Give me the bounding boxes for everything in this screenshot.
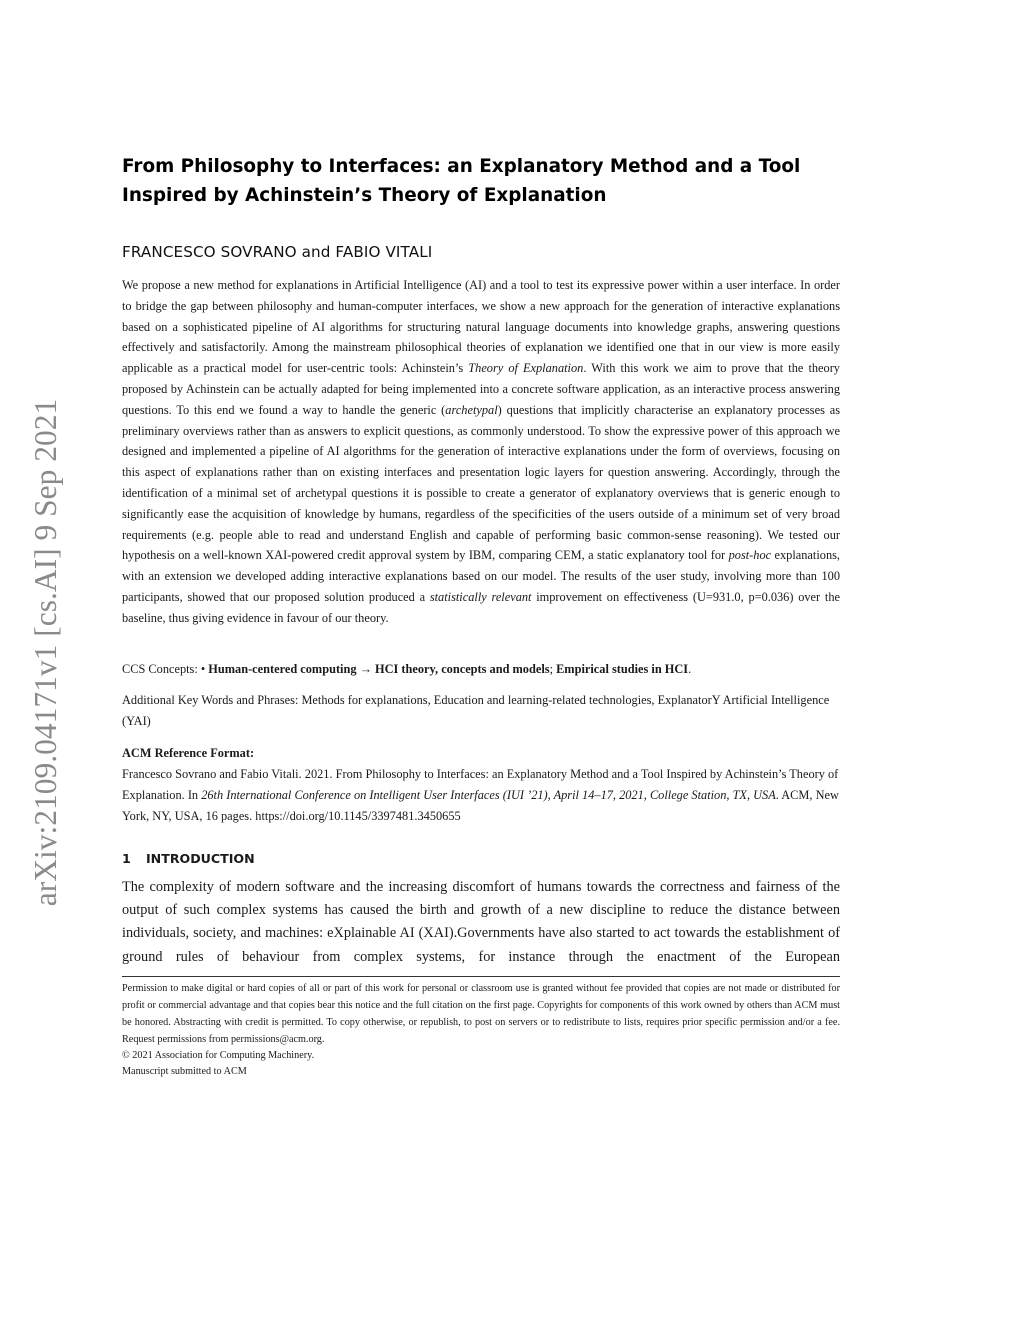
ccs-concept-2: Empirical studies in HCI (556, 662, 689, 676)
abstract-part-4: explanations, with an extension we developed adding interactive explanations based on our model. The results of the user study, involving more than 100 participants, showed that our proposed solution produced a (122, 548, 841, 604)
acm-reference (122, 743, 840, 827)
reference-part-1: Francesco Sovrano and Fabio Vitali. 2021. From Philosophy to Interfaces: an Explanatory Method and a Tool Inspired by Achinstein’s Theory of Explanation. In (122, 767, 839, 802)
abstract-italic-2: archetypal (445, 402, 498, 417)
manuscript-note: Manuscript submitted to ACM (122, 1066, 247, 1077)
abstract-italic-3: post-hoc (728, 548, 772, 563)
arxiv-stamp (26, 375, 66, 930)
abstract (122, 275, 840, 629)
abstract-part-2: . With this work we aim to prove that the theory proposed by Achinstein can be actually adapted for being implemented into a concrete software application, as an interactive process answering questions. To this end we found a way to handle the generic ( (122, 361, 840, 417)
section-heading (122, 850, 840, 868)
ccs-end: . (688, 662, 692, 676)
section-title: INTRODUCTION (146, 851, 255, 866)
permission-notice: Permission to make digital or hard copies of all or part of this work for personal or classroom use is granted without fee provided that copies are not made or distributed for profit or commercial advantage and that copies bear this notice and the full citation on the first page. Copyrights for components of this work owned by others than ACM must be honored. Abstracting with credit is permitted. To copy otherwise, or republish, to post on servers or to redistribute to lists, requires prior specific permission and/or a fee. Request permissions from permissions@acm.org. (122, 983, 840, 1045)
reference-part-2: . ACM, New York, NY, USA, 16 pages. https://doi.org/10.1145/3397481.3450655 (122, 788, 839, 823)
abstract-part-3: ) questions that implicitly characterise an explanatory processes as preliminary overviews rather than as answers to explicit questions, as commonly understood. To show the expressive power of this approach we designed and implemented a pipeline of AI algorithms for the generation of interactive explanations under the form of overviews, focusing on this aspect of explanations rather than on existing interfaces and presentation logic layers for question answering. Accordingly, through the identification of a minimal set of archetypal questions it is possible to create a generator of explanatory overviews that is generic enough to significantly ease the acquisition of knowledge by humans, regardless of the specificities of the users outside of a minimum set of very broad requirements (e.g. people able to read and understand English and capable of performing basic common-sense reasoning). We tested our hypothesis on a well-known XAI-powered credit approval system by IBM, comparing CEM, a static explanatory tool for (122, 402, 840, 563)
copyright-notice: © 2021 Association for Computing Machinery. (122, 1050, 315, 1061)
abstract-part-1: We propose a new method for explanations in Artificial Intelligence (AI) and a tool to test its expressive power within a user interface. In order to bridge the gap between philosophy and human-computer interfaces, we show a new approach for the generation of interactive explanations based on a sophisticated pipeline of AI algorithms for structuring natural language documents into knowledge graphs, answering questions effectively and satisfactorily. Among the mainstream philosophical theories of explanation we identified one that in our view is more easily applicable as a practical model for user-centric tools: Achinstein’s (122, 278, 840, 376)
ccs-prefix: CCS Concepts: • (122, 662, 209, 676)
section-number: 1 (122, 851, 131, 866)
acm-reference-text (122, 764, 840, 827)
reference-venue: 26th International Conference on Intelligent User Interfaces (IUI ’21), April 14–17, 2021, College Station, TX, USA (201, 788, 776, 802)
ccs-separator: ; (549, 662, 557, 676)
ccs-concept-1: Human-centered computing → HCI theory, concepts and models (208, 662, 550, 676)
acm-reference-heading: ACM Reference Format: (122, 746, 255, 760)
paper-authors: FRANCESCO SOVRANO and FABIO VITALI (122, 243, 433, 261)
abstract-part-5: improvement on effectiveness (U=931.0, p=0.036) over the baseline, thus giving evidence in favour of our theory. (122, 589, 840, 625)
keywords: Additional Key Words and Phrases: Methods for explanations, Education and learning-related technologies, ExplanatorY Artificial Intelligence (YAI) (122, 693, 830, 728)
arxiv-stamp-text: arXiv:2109.04171v1 [cs.AI] 9 Sep 2021 (28, 398, 63, 907)
footnote-rule (122, 976, 840, 977)
abstract-italic-1: Theory of Explanation (468, 361, 584, 376)
paper-title: From Philosophy to Interfaces: an Explanatory Method and a Tool Inspired by Achinstein’s Theory of Explanation (122, 156, 801, 206)
ccs-concepts (122, 659, 840, 680)
intro-paragraph: The complexity of modern software and the increasing discomfort of humans towards the correctness and fairness of the output of such complex systems has caused the birth and growth of a new discipline to reduce the distance between individuals, society, and machines: eXplainable AI (XAI).Governments have also started to act towards the establishment of ground rules of behaviour from complex systems, for instance through the enactment of the European (122, 879, 840, 965)
abstract-italic-4: statistically relevant (429, 589, 532, 604)
